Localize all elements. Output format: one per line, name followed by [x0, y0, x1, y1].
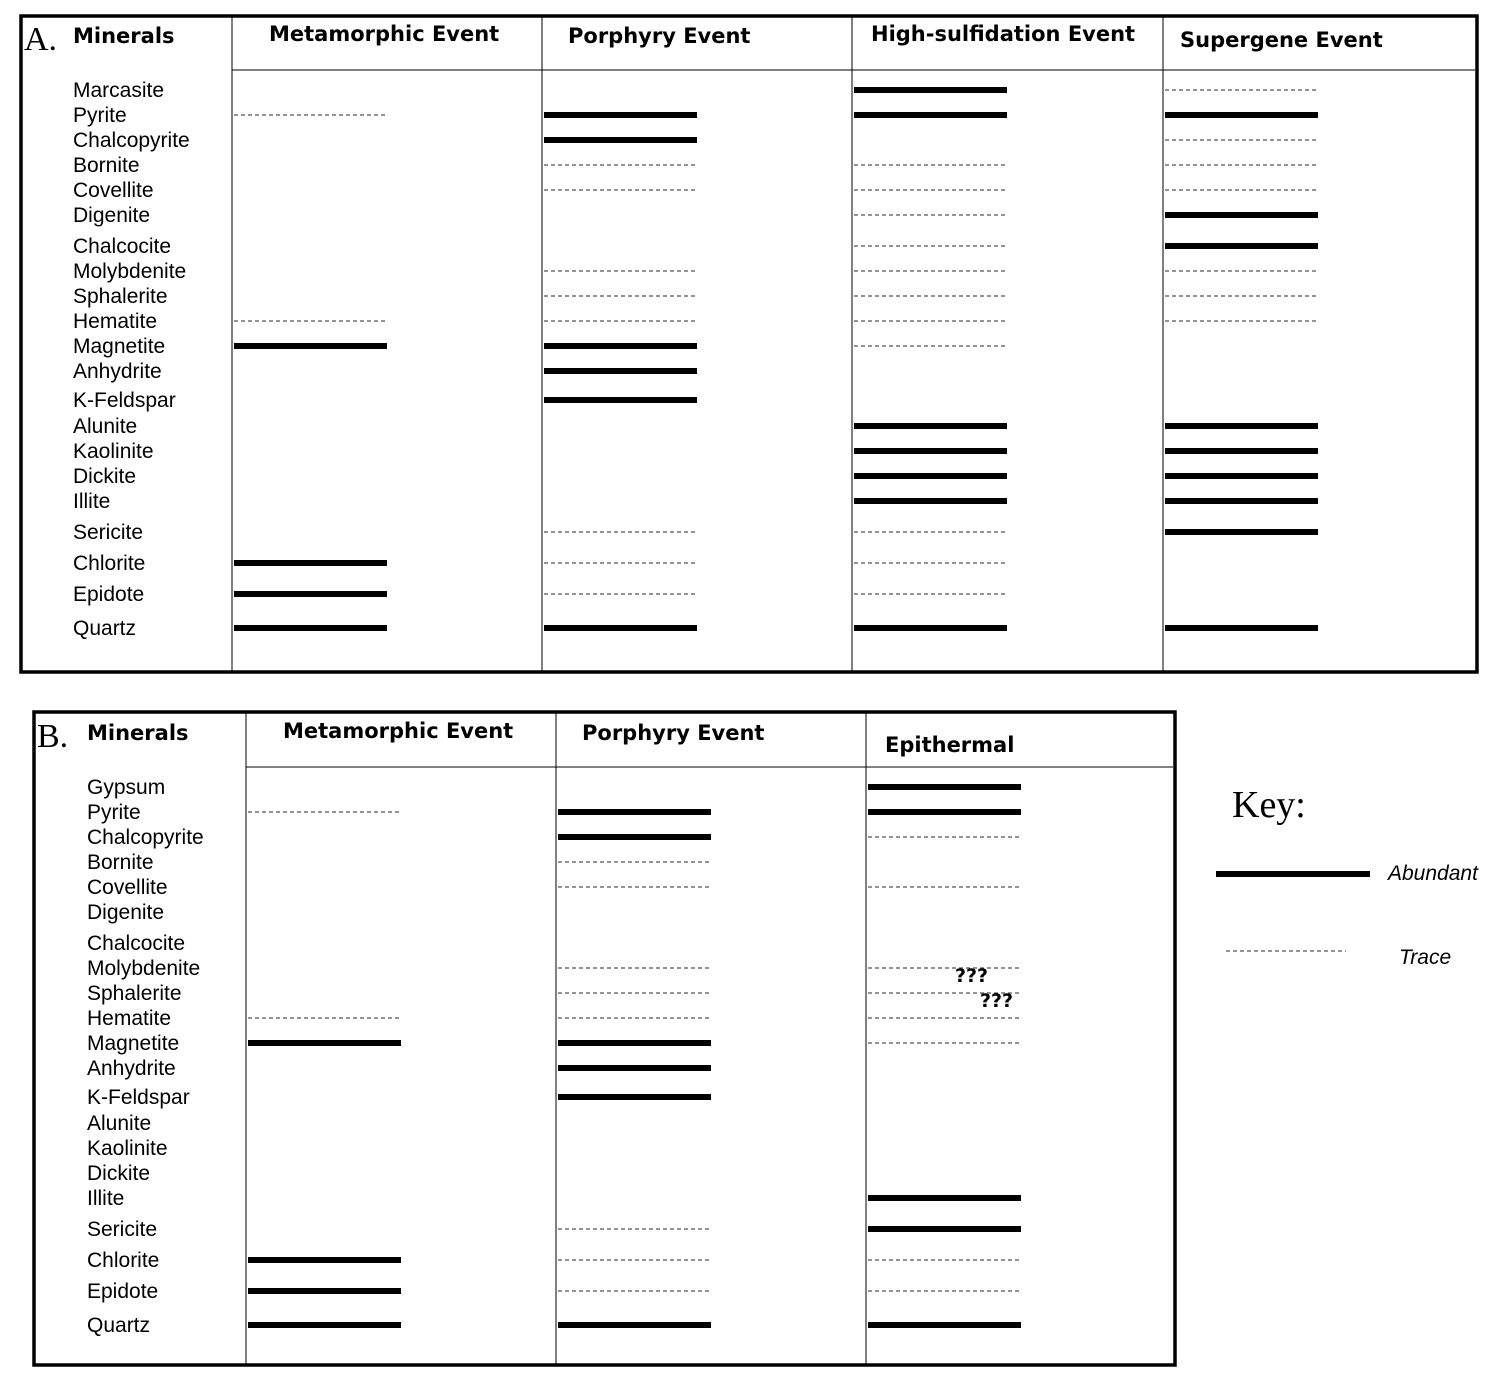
panel-a-mineral-label: K-Feldspar	[73, 389, 176, 412]
uncertain-mark: ???	[955, 965, 989, 987]
panel-b-event-header: Porphyry Event	[582, 721, 765, 745]
panel-b-mineral-label: Chalcocite	[87, 932, 186, 955]
panel-a-minerals-header: Minerals	[73, 24, 175, 48]
panel-a-mineral-label: Bornite	[73, 154, 140, 177]
panel-a-event-header: Porphyry Event	[568, 24, 751, 48]
panel-a-mineral-label: Quartz	[73, 617, 137, 640]
panel-b-mineral-label: Sericite	[87, 1218, 158, 1241]
panel-a	[21, 16, 1477, 672]
panel-a-mineral-label: Anhydrite	[73, 360, 162, 383]
panel-b-mineral-label: Digenite	[87, 901, 165, 924]
panel-b-mineral-label: Hematite	[87, 1007, 172, 1030]
panel-b-mineral-label: Anhydrite	[87, 1057, 176, 1080]
panel-b-mineral-label: Pyrite	[87, 801, 141, 824]
panel-b-mineral-label: Chlorite	[87, 1249, 160, 1272]
panel-b-mineral-label: Alunite	[87, 1112, 152, 1135]
panel-a-letter: A.	[24, 21, 58, 58]
panel-a-mineral-label: Magnetite	[73, 335, 166, 358]
panel-b-mineral-label: Kaolinite	[87, 1137, 168, 1160]
panel-a-occurrence-bars	[234, 90, 1318, 628]
key-title: Key:	[1232, 784, 1306, 826]
panel-a-mineral-label: Chalcopyrite	[73, 129, 190, 152]
panel-a-mineral-label: Covellite	[73, 179, 154, 202]
panel-a-mineral-label: Chalcocite	[73, 235, 172, 258]
panel-a-event-header: Metamorphic Event	[269, 22, 500, 46]
panel-a-mineral-label: Marcasite	[73, 79, 165, 102]
key-abundant-label: Abundant	[1388, 862, 1478, 885]
panel-b-mineral-label: Quartz	[87, 1314, 151, 1337]
panel-b-event-header: Metamorphic Event	[283, 719, 514, 743]
uncertain-mark: ???	[980, 990, 1014, 1012]
panel-b-mineral-label: Dickite	[87, 1162, 151, 1185]
panel-a-mineral-label: Epidote	[73, 583, 145, 606]
panel-a-mineral-label: Sericite	[73, 521, 144, 544]
panel-b-mineral-label: Sphalerite	[87, 982, 182, 1005]
key-trace-label: Trace	[1399, 946, 1452, 969]
panel-a-mineral-label: Dickite	[73, 465, 137, 488]
panel-b-mineral-label: Gypsum	[87, 776, 166, 799]
panel-a-event-header: Supergene Event	[1180, 28, 1383, 52]
panel-a-mineral-label: Molybdenite	[73, 260, 187, 283]
panel-a-mineral-label: Kaolinite	[73, 440, 154, 463]
panel-b-event-header: Epithermal	[885, 733, 1015, 757]
panel-b-occurrence-bars	[248, 787, 1021, 1325]
panel-a-event-header: High-sulfidation Event	[871, 22, 1136, 46]
panel-b-mineral-label: Chalcopyrite	[87, 826, 204, 849]
panel-a-mineral-list	[73, 79, 190, 640]
panel-a-mineral-label: Sphalerite	[73, 285, 168, 308]
panel-b-letter: B.	[37, 718, 69, 755]
panel-a-mineral-label: Alunite	[73, 415, 138, 438]
panel-a-mineral-label: Digenite	[73, 204, 151, 227]
panel-a-mineral-label: Illite	[73, 490, 111, 513]
legend-key	[1216, 784, 1479, 969]
panel-a-mineral-label: Hematite	[73, 310, 158, 333]
panel-b-minerals-header: Minerals	[87, 721, 189, 745]
panel-b-mineral-list	[87, 776, 204, 1337]
panel-a-mineral-label: Pyrite	[73, 104, 127, 127]
panel-b-mineral-label: Magnetite	[87, 1032, 180, 1055]
panel-b-mineral-label: K-Feldspar	[87, 1086, 190, 1109]
panel-b-mineral-label: Covellite	[87, 876, 168, 899]
panel-b-mineral-label: Illite	[87, 1187, 125, 1210]
panel-a-mineral-label: Chlorite	[73, 552, 146, 575]
panel-b-mineral-label: Epidote	[87, 1280, 159, 1303]
panel-b	[34, 712, 1175, 1365]
panel-b-mineral-label: Molybdenite	[87, 957, 201, 980]
panel-b-mineral-label: Bornite	[87, 851, 154, 874]
